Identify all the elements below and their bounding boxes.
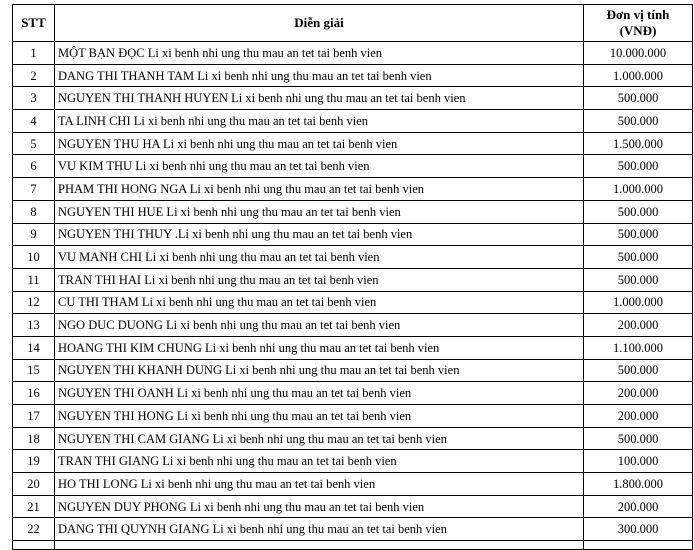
row-number: 16 bbox=[13, 382, 55, 405]
table-row bbox=[13, 200, 693, 223]
table-row bbox=[13, 495, 693, 518]
row-number: 4 bbox=[13, 110, 55, 133]
row-amount: 200.000 bbox=[584, 405, 693, 428]
row-description: CU THI THAM Li xi benh nhi ung thu mau an tet tai benh vien bbox=[55, 291, 584, 314]
row-number: 8 bbox=[13, 200, 55, 223]
table-row bbox=[13, 223, 693, 246]
row-number: 10 bbox=[13, 246, 55, 269]
table-row bbox=[13, 64, 693, 87]
row-amount: 500.000 bbox=[584, 200, 693, 223]
row-number: 1 bbox=[13, 42, 55, 65]
row-amount: 500.000 bbox=[584, 155, 693, 178]
table-row bbox=[13, 518, 693, 541]
row-number: 15 bbox=[13, 359, 55, 382]
row-description: NGUYEN THI HONG Li xi benh nhi ung thu mau an tet tai benh vien bbox=[55, 405, 584, 428]
table-row bbox=[13, 291, 693, 314]
row-description: TRAN THI HAI Li xi benh nhi ung thu mau an tet tai benh vien bbox=[55, 268, 584, 291]
row-description: NGO DUC DUONG Li xi benh nhi ung thu mau an tet tai benh vien bbox=[55, 314, 584, 337]
header-unit-line1: Đơn vị tính bbox=[606, 7, 670, 22]
table-row bbox=[13, 110, 693, 133]
header-unit-line2: (VNĐ) bbox=[619, 23, 657, 38]
row-description: NGUYEN DUY PHONG Li xi benh nhi ung thu mau an tet tai benh vien bbox=[55, 495, 584, 518]
row-description: NGUYEN THI CAM GIANG Li xi benh nhi ung thu mau an tet tai benh vien bbox=[55, 427, 584, 450]
row-description: NGUYEN THI THUY .Li xi benh nhi ung thu mau an tet tai benh vien bbox=[55, 223, 584, 246]
row-amount: 1.100.000 bbox=[584, 336, 693, 359]
row-number: 13 bbox=[13, 314, 55, 337]
row-number: 3 bbox=[13, 87, 55, 110]
row-description: HO THI LONG Li xi benh nhi ung thu mau an tet tai benh vien bbox=[55, 473, 584, 496]
row-amount: 1.500.000 bbox=[584, 132, 693, 155]
row-amount: 500.000 bbox=[584, 110, 693, 133]
table-row bbox=[13, 450, 693, 473]
row-description: NGUYEN THU HA Li xi benh nhi ung thu mau an tet tai benh vien bbox=[55, 132, 584, 155]
table-row bbox=[13, 268, 693, 291]
row-number: 12 bbox=[13, 291, 55, 314]
table-row bbox=[13, 42, 693, 65]
row-description: TRAN THI GIANG Li xi benh nhi ung thu mau an tet tai benh vien bbox=[55, 450, 584, 473]
row-amount: 1.000.000 bbox=[584, 291, 693, 314]
row-amount: 200.000 bbox=[584, 382, 693, 405]
row-number: 2 bbox=[13, 64, 55, 87]
row-number: 18 bbox=[13, 427, 55, 450]
row-number: 19 bbox=[13, 450, 55, 473]
row-description: MỘT BẠN ĐỌC Li xi benh nhi ung thu mau an tet tai benh vien bbox=[55, 42, 584, 65]
header-description: Diễn giải bbox=[55, 5, 584, 42]
row-description: NGUYEN THI THANH HUYEN Li xi benh nhi ung thu mau an tet tai benh vien bbox=[55, 87, 584, 110]
table-row bbox=[13, 87, 693, 110]
row-description: NGUYEN THI HUE Li xi benh nhi ung thu mau an tet tai benh vien bbox=[55, 200, 584, 223]
table-row bbox=[13, 314, 693, 337]
table-row bbox=[13, 405, 693, 428]
table-row bbox=[13, 178, 693, 201]
row-amount: 200.000 bbox=[584, 314, 693, 337]
row-amount: 500.000 bbox=[584, 359, 693, 382]
table-row bbox=[13, 132, 693, 155]
table-row bbox=[13, 155, 693, 178]
table-row bbox=[13, 427, 693, 450]
row-description: NGUYEN THI KHANH DUNG Li xi benh nhi ung thu mau an tet tai benh vien bbox=[55, 359, 584, 382]
table-row bbox=[13, 473, 693, 496]
row-amount: 100.000 bbox=[584, 450, 693, 473]
row-amount: 500.000 bbox=[584, 246, 693, 269]
row-description: DANG THI QUYNH GIANG Li xi benh nhi ung thu mau an tet tai benh vien bbox=[55, 518, 584, 541]
row-number: 21 bbox=[13, 495, 55, 518]
row-number: 7 bbox=[13, 178, 55, 201]
row-number: 9 bbox=[13, 223, 55, 246]
row-number: 6 bbox=[13, 155, 55, 178]
row-amount: 1.000.000 bbox=[584, 64, 693, 87]
table-row-partial bbox=[13, 541, 693, 550]
row-amount: 1.000.000 bbox=[584, 178, 693, 201]
row-number: 20 bbox=[13, 473, 55, 496]
row-description: VU KIM THU Li xi benh nhi ung thu mau an tet tai benh vien bbox=[55, 155, 584, 178]
row-description: NGUYEN THI OANH Li xi benh nhi ung thu mau an tet tai benh vien bbox=[55, 382, 584, 405]
donation-table bbox=[12, 4, 693, 550]
table-row bbox=[13, 336, 693, 359]
row-amount: 500.000 bbox=[584, 87, 693, 110]
header-stt: STT bbox=[13, 5, 55, 42]
partial-cell bbox=[13, 541, 55, 550]
donation-table-container bbox=[12, 4, 692, 550]
partial-cell bbox=[584, 541, 693, 550]
header-unit bbox=[584, 5, 693, 42]
row-amount: 200.000 bbox=[584, 495, 693, 518]
row-amount: 1.800.000 bbox=[584, 473, 693, 496]
partial-cell bbox=[55, 541, 584, 550]
row-description: PHAM THI HONG NGA Li xi benh nhi ung thu mau an tet tai benh vien bbox=[55, 178, 584, 201]
row-number: 5 bbox=[13, 132, 55, 155]
table-row bbox=[13, 246, 693, 269]
row-amount: 300.000 bbox=[584, 518, 693, 541]
table-row bbox=[13, 359, 693, 382]
row-number: 11 bbox=[13, 268, 55, 291]
row-amount: 500.000 bbox=[584, 223, 693, 246]
row-description: VU MANH CHI Li xi benh nhi ung thu mau an tet tai benh vien bbox=[55, 246, 584, 269]
table-row bbox=[13, 382, 693, 405]
row-description: TA LINH CHI Li xi benh nhi ung thu mau an tet tai benh vien bbox=[55, 110, 584, 133]
row-number: 17 bbox=[13, 405, 55, 428]
row-description: HOANG THI KIM CHUNG Li xi benh nhi ung thu mau an tet tai benh vien bbox=[55, 336, 584, 359]
row-amount: 10.000.000 bbox=[584, 42, 693, 65]
row-amount: 500.000 bbox=[584, 268, 693, 291]
row-number: 22 bbox=[13, 518, 55, 541]
table-header-row bbox=[13, 5, 693, 42]
row-description: DANG THI THANH TAM Li xi benh nhi ung thu mau an tet tai benh vien bbox=[55, 64, 584, 87]
row-number: 14 bbox=[13, 336, 55, 359]
row-amount: 500.000 bbox=[584, 427, 693, 450]
